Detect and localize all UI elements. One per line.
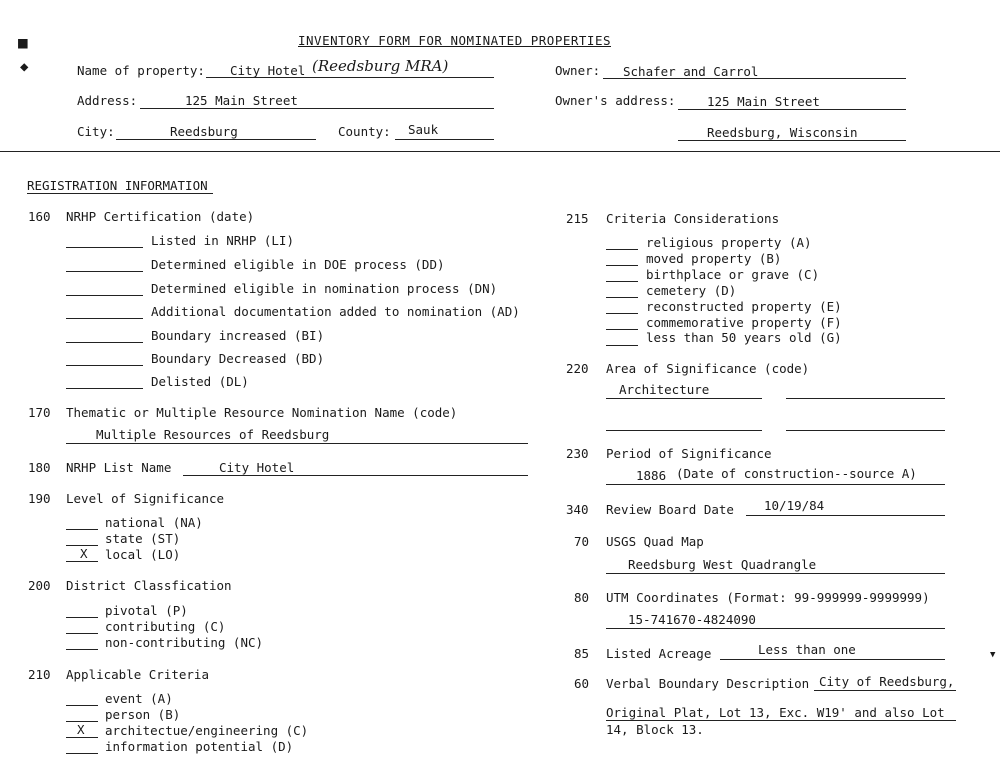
owner-address-label: Owner's address: — [555, 93, 676, 108]
section-60-num: 60 — [574, 676, 590, 691]
nrhp-item-dl: Delisted (DL) — [151, 374, 249, 389]
owner-label: Owner: — [555, 63, 601, 78]
level-item-st: state (ST) — [105, 531, 181, 546]
nrhp-item-ad: Additional documentation added to nomination (AD) — [151, 304, 520, 319]
section-170-num: 170 — [28, 405, 51, 420]
consideration-item-e: reconstructed property (E) — [646, 299, 842, 314]
section-80-label: UTM Coordinates (Format: 99-999999-9999999) — [606, 590, 930, 605]
section-230-note: (Date of construction--source A) — [676, 466, 917, 481]
section-70-num: 70 — [574, 534, 590, 549]
nrhp-item-bi: Boundary increased (BI) — [151, 328, 325, 343]
owner-address-value: 125 Main Street — [707, 94, 820, 109]
consideration-item-c: birthplace or grave (C) — [646, 267, 820, 282]
section-230-value: 1886 — [636, 468, 667, 483]
consideration-item-g: less than 50 years old (G) — [646, 330, 842, 345]
nrhp-item-dd: Determined eligible in DOE process (DD) — [151, 257, 445, 272]
consideration-item-d: cemetery (D) — [646, 283, 737, 298]
punch-mark-icon: ■ — [18, 33, 28, 52]
level-mark-lo: X — [80, 546, 88, 561]
section-210-label: Applicable Criteria — [66, 667, 209, 682]
address-value: 125 Main Street — [185, 93, 298, 108]
section-60-value-line3: 14, Block 13. — [606, 722, 704, 737]
owner-value: Schafer and Carrol — [623, 64, 759, 79]
nrhp-item-bd: Boundary Decreased (BD) — [151, 351, 325, 366]
section-200-num: 200 — [28, 578, 51, 593]
section-230-label: Period of Significance — [606, 446, 772, 461]
criteria-item-c: architectue/engineering (C) — [105, 723, 309, 738]
section-80-value: 15-741670-4824090 — [628, 612, 756, 627]
section-180-value: City Hotel — [219, 460, 295, 475]
district-item-c: contributing (C) — [105, 619, 226, 634]
section-220-num: 220 — [566, 361, 589, 376]
section-170-label: Thematic or Multiple Resource Nomination Name (code) — [66, 405, 458, 420]
owner-city-value: Reedsburg, Wisconsin — [707, 125, 858, 140]
criteria-item-a: event (A) — [105, 691, 173, 706]
section-170-value: Multiple Resources of Reedsburg — [96, 427, 330, 442]
section-210-num: 210 — [28, 667, 51, 682]
level-item-na: national (NA) — [105, 515, 203, 530]
name-handwritten: (Reedsburg MRA) — [312, 57, 449, 75]
section-220-label: Area of Significance (code) — [606, 361, 810, 376]
county-value: Sauk — [408, 122, 439, 137]
district-item-p: pivotal (P) — [105, 603, 188, 618]
city-label: City: — [77, 124, 115, 139]
section-60-label: Verbal Boundary Description — [606, 676, 810, 691]
section-85-value: Less than one — [758, 642, 856, 657]
consideration-item-f: commemorative property (F) — [646, 315, 842, 330]
section-divider — [0, 151, 1000, 152]
county-label: County: — [338, 124, 391, 139]
section-70-value: Reedsburg West Quadrangle — [628, 557, 817, 572]
address-label: Address: — [77, 93, 138, 108]
section-340-label: Review Board Date — [606, 502, 734, 517]
section-80-num: 80 — [574, 590, 590, 605]
section-60-value-line1: City of Reedsburg, — [819, 674, 955, 689]
form-title: INVENTORY FORM FOR NOMINATED PROPERTIES — [298, 33, 611, 48]
consideration-item-a: religious property (A) — [646, 235, 812, 250]
consideration-item-b: moved property (B) — [646, 251, 782, 266]
district-item-nc: non-contributing (NC) — [105, 635, 264, 650]
nrhp-item-li: Listed in NRHP (LI) — [151, 233, 294, 248]
section-340-num: 340 — [566, 502, 589, 517]
level-item-lo: local (LO) — [105, 547, 181, 562]
name-value: City Hotel — [230, 63, 306, 78]
section-60-value-line2: Original Plat, Lot 13, Exc. W19' and also Lot — [606, 705, 945, 720]
section-85-num: 85 — [574, 646, 590, 661]
registration-heading: REGISTRATION INFORMATION — [27, 178, 208, 193]
section-340-value: 10/19/84 — [764, 498, 825, 513]
section-220-value: Architecture — [619, 382, 710, 397]
section-160-num: 160 — [28, 209, 51, 224]
section-215-num: 215 — [566, 211, 589, 226]
criteria-mark-c: X — [77, 722, 85, 737]
criteria-item-d: information potential (D) — [105, 739, 294, 754]
section-180-num: 180 — [28, 460, 51, 475]
section-230-num: 230 — [566, 446, 589, 461]
section-70-label: USGS Quad Map — [606, 534, 704, 549]
nrhp-item-dn: Determined eligible in nomination process (DN) — [151, 281, 498, 296]
section-190-num: 190 — [28, 491, 51, 506]
criteria-item-b: person (B) — [105, 707, 181, 722]
punch-mark-icon: ◆ — [20, 59, 29, 75]
section-180-label: NRHP List Name — [66, 460, 172, 475]
section-190-label: Level of Significance — [66, 491, 225, 506]
city-value: Reedsburg — [170, 124, 238, 139]
section-200-label: District Classfication — [66, 578, 232, 593]
section-215-label: Criteria Considerations — [606, 211, 780, 226]
section-160-label: NRHP Certification (date) — [66, 209, 255, 224]
section-85-label: Listed Acreage — [606, 646, 712, 661]
name-label: Name of property: — [77, 63, 205, 78]
scan-speck-icon: ▼ — [990, 650, 996, 660]
